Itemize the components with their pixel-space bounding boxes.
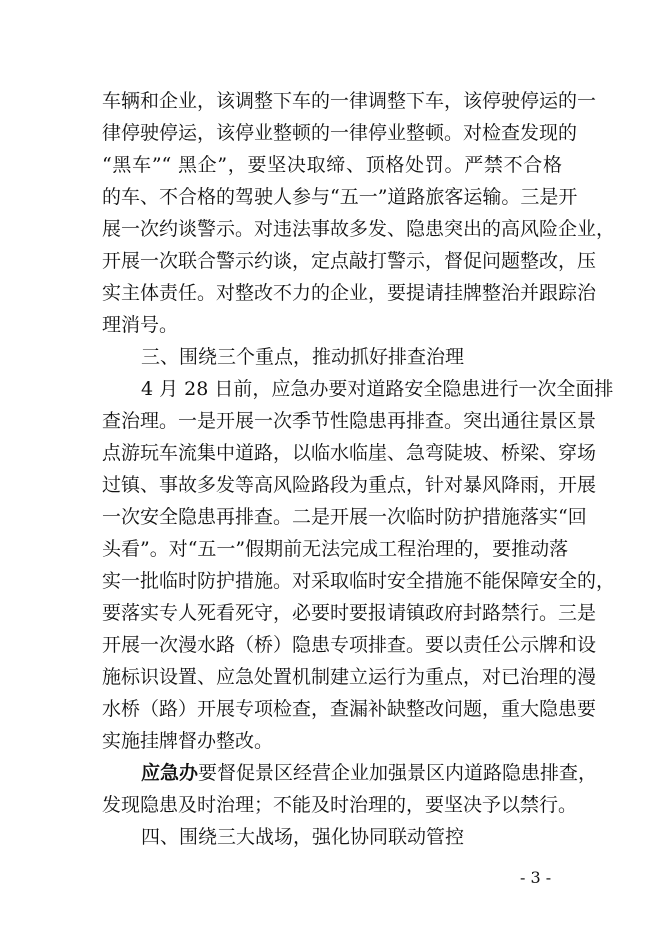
section-3-line-10: 施标识设置、应急处置机制建立运行为重点，对已治理的漫 <box>102 666 597 688</box>
body-line-7: 实主体责任。对整改不力的企业，要提请挂牌整治并跟踪治 <box>102 282 597 304</box>
section-3-line-9: 开展一次漫水路（桥）隐患专项排查。要以责任公示牌和设 <box>102 634 597 656</box>
section-4-heading: 四、围绕三大战场，强化协同联动管控 <box>141 826 465 848</box>
emergency-paragraph-line-1-rest: 要督促景区经营企业加强景区内道路隐患排查， <box>198 762 598 784</box>
body-line-1: 车辆和企业，该调整下车的一律调整下车，该停驶停运的一 <box>102 90 597 112</box>
page-number: - 3 - <box>520 868 552 887</box>
section-3-line-5: 一次安全隐患再排查。二是开展一次临时防护措施落实“回 <box>102 506 587 528</box>
section-3-line-6: 头看”。对“五一”假期前无法完成工程治理的，要推动落 <box>102 538 569 560</box>
section-3-line-7: 实一批临时防护措施。对采取临时安全措施不能保障安全的， <box>102 570 616 592</box>
emergency-paragraph-line-2: 发现隐患及时治理；不能及时治理的，要坚决予以禁行。 <box>102 794 578 816</box>
section-3-line-8: 要落实专人死看死守，必要时要报请镇政府封路禁行。三是 <box>102 602 597 624</box>
body-line-6: 开展一次联合警示约谈，定点敲打警示，督促问题整改，压 <box>102 250 597 272</box>
body-line-4: 的车、不合格的驾驶人参与“五一”道路旅客运输。三是开 <box>102 186 578 208</box>
body-line-3: “黑车”“ 黑企”，要坚决取缔、顶格处罚。严禁不合格 <box>102 154 562 176</box>
section-3-heading: 三、围绕三个重点，推动抓好排查治理 <box>141 346 465 368</box>
body-line-2: 律停驶停运，该停业整顿的一律停业整顿。对检查发现的 <box>102 122 578 144</box>
emergency-paragraph-line-1 <box>141 758 598 788</box>
section-3-line-12: 实施挂牌督办整改。 <box>102 730 274 752</box>
emergency-office-bold-lead: 应急办 <box>141 762 199 784</box>
body-line-8: 理消号。 <box>102 314 179 336</box>
section-3-line-1: 4 月 28 日前，应急办要对道路安全隐患进行一次全面排 <box>141 378 614 400</box>
section-3-line-3: 点游玩车流集中道路，以临水临崖、急弯陡坡、桥梁、穿场 <box>102 442 597 464</box>
section-3-line-4: 过镇、事故多发等高风险路段为重点，针对暴风降雨，开展 <box>102 474 597 496</box>
section-3-line-2: 查治理。一是开展一次季节性隐患再排查。突出通往景区景 <box>102 410 597 432</box>
section-3-line-11: 水桥（路）开展专项检查，查漏补缺整改问题，重大隐患要 <box>102 698 597 720</box>
body-line-5: 展一次约谈警示。对违法事故多发、隐患突出的高风险企业， <box>102 218 616 240</box>
